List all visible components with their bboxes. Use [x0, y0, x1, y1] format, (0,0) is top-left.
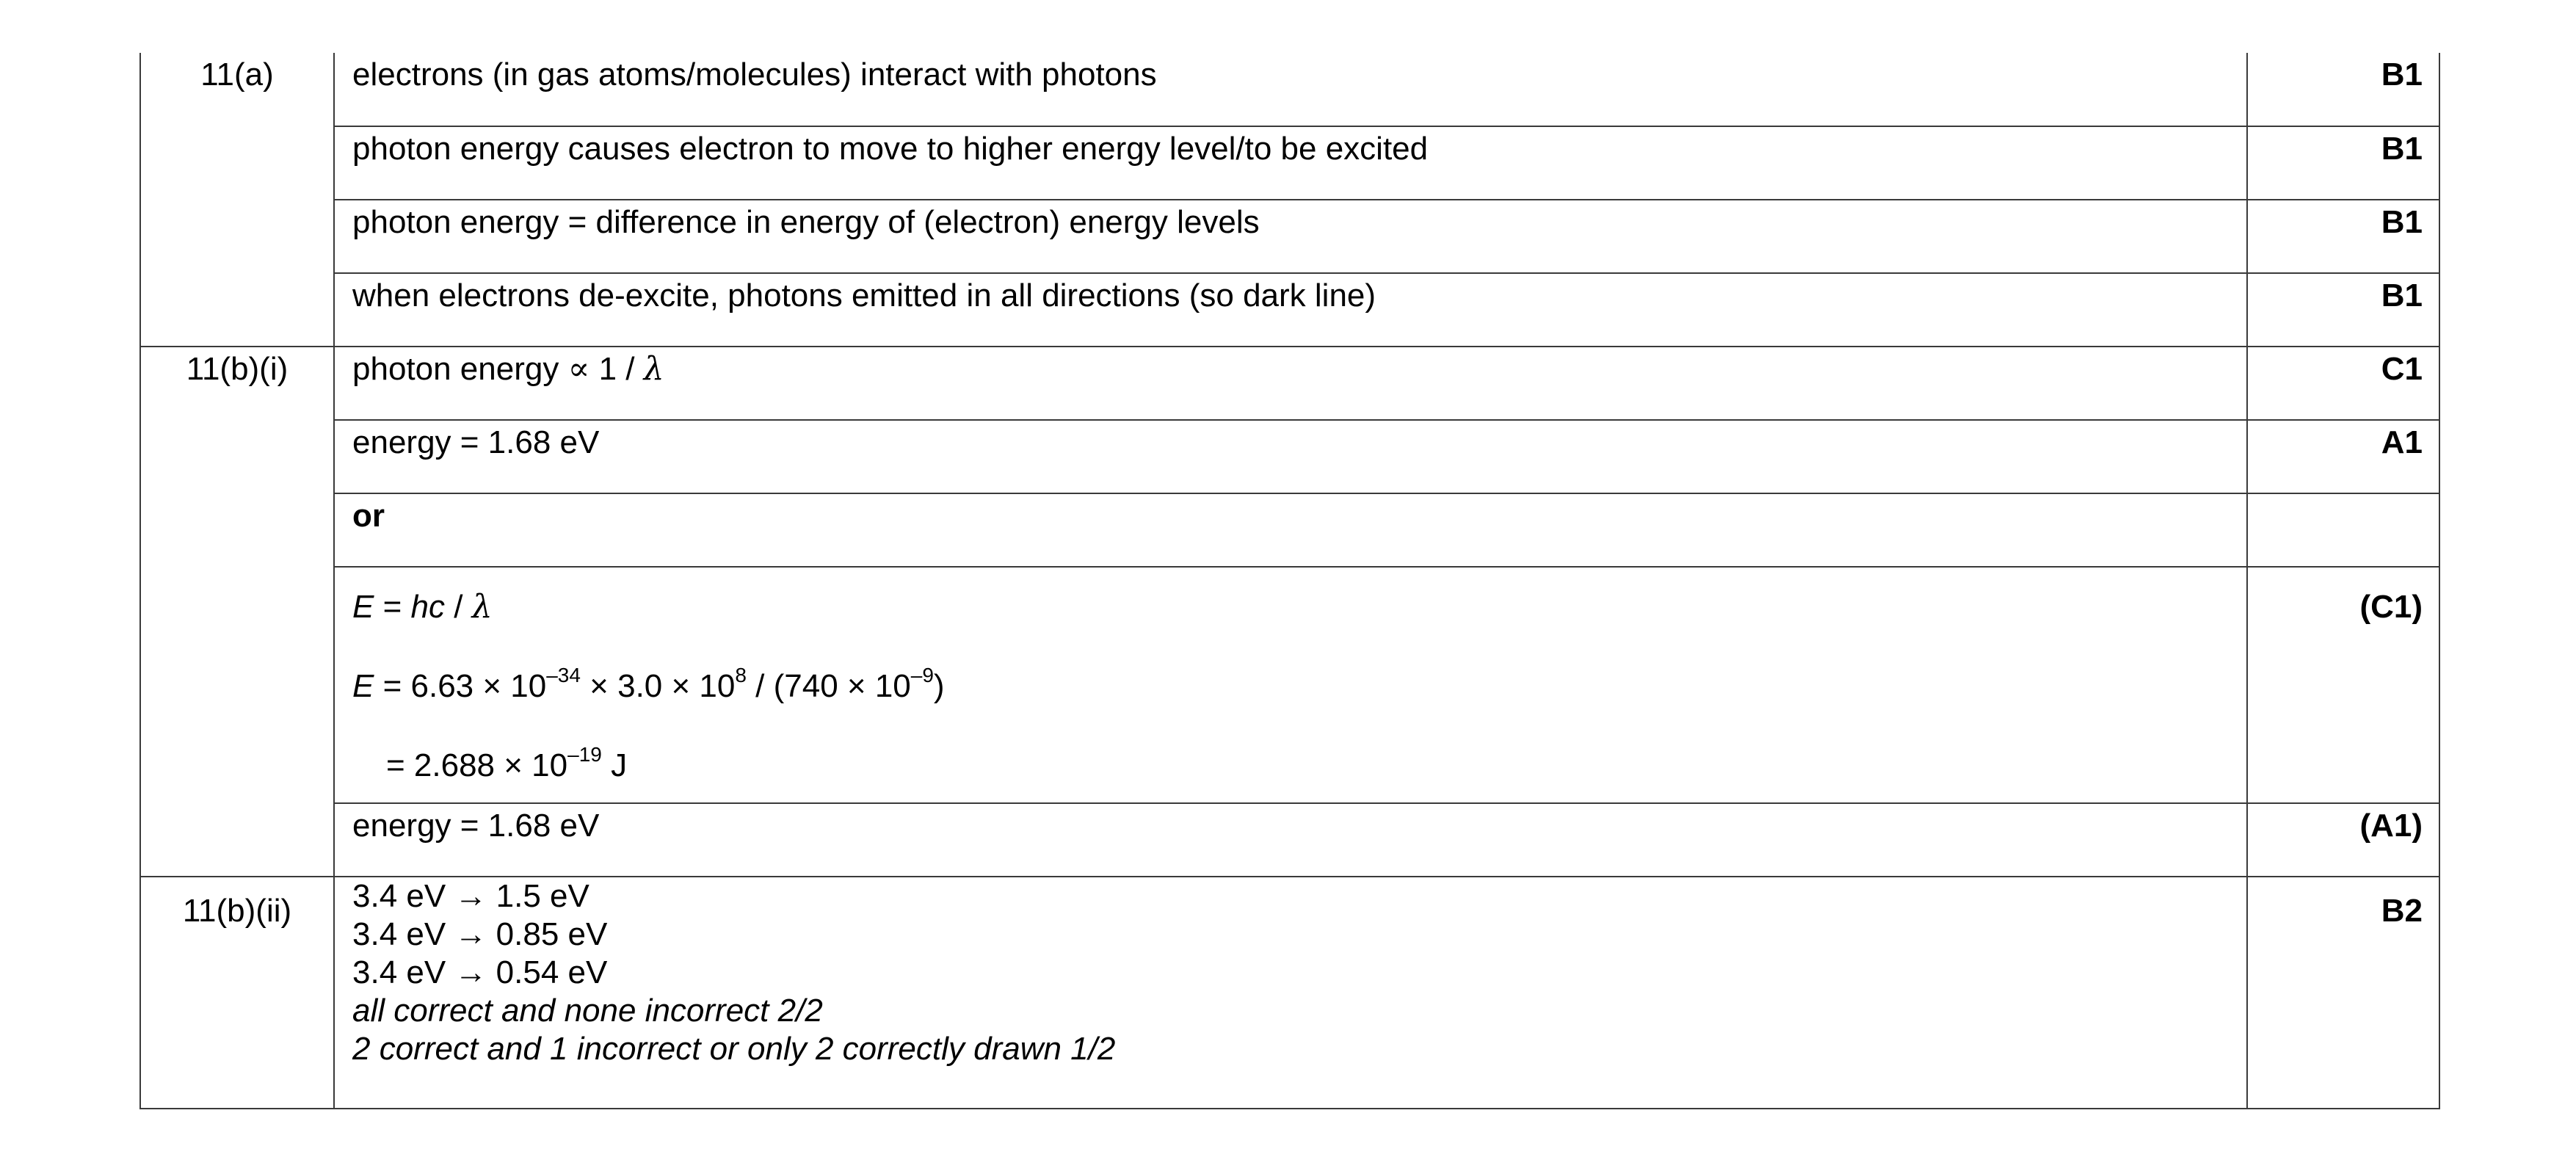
equation-text: =: [374, 589, 411, 625]
lambda-symbol: λ: [643, 350, 664, 388]
table-row: [140, 493, 2439, 567]
transitions-block: [334, 877, 2247, 1109]
mark-scheme-table: [139, 53, 2440, 1109]
calculation-block: [334, 567, 2247, 803]
symbol-hc: hc: [410, 589, 445, 625]
question-number-11bi: 11(b)(i): [140, 347, 334, 877]
answer-text: electrons (in gas atoms/molecules) interact with photons: [334, 53, 2247, 126]
table-row: [140, 877, 2439, 1109]
equation-text: / (740 × 10: [746, 668, 911, 704]
answer-text: energy = 1.68 eV: [334, 420, 2247, 493]
equation-line: [352, 664, 2246, 706]
table-row: [140, 200, 2439, 273]
equation-text: = 6.63 × 10: [374, 668, 547, 704]
equation-text: J: [601, 747, 628, 783]
mark-cell: B1: [2247, 273, 2439, 347]
mark-cell: (C1): [2247, 567, 2439, 803]
exponent: –34: [546, 664, 581, 687]
equation-text: × 3.0 × 10: [580, 668, 736, 704]
answer-text: photon energy = difference in energy of (electron) energy levels: [334, 200, 2247, 273]
lambda-symbol: λ: [471, 588, 493, 626]
table-row: [140, 567, 2439, 803]
exponent: 8: [735, 664, 747, 687]
mark-cell: B1: [2247, 53, 2439, 126]
answer-text: photon energy: [352, 351, 568, 387]
symbol-e: E: [352, 589, 374, 625]
equation-text: = 2.688 × 10: [386, 747, 568, 783]
table-row: [140, 273, 2439, 347]
answer-text: photon energy causes electron to move to higher energy level/to be excited: [334, 126, 2247, 200]
table-row: [140, 347, 2439, 420]
exponent: –9: [910, 664, 934, 687]
table-row: [140, 420, 2439, 493]
or-label: or: [334, 493, 2247, 567]
table-row: [140, 803, 2439, 877]
answer-text: energy = 1.68 eV: [334, 803, 2247, 877]
mark-cell: B2: [2247, 877, 2439, 1109]
equation-line: [352, 743, 2246, 785]
mark-cell: C1: [2247, 347, 2439, 420]
mark-scheme-sheet: [139, 53, 2439, 1109]
table-row: [140, 53, 2439, 126]
marking-note: 2 correct and 1 incorrect or only 2 correctly drawn 1/2: [352, 1031, 1116, 1067]
mark-cell-empty: [2247, 493, 2439, 567]
question-number-11a: 11(a): [140, 53, 334, 347]
equation-text: /: [445, 589, 472, 625]
transition-line: 3.4 eV → 0.54 eV: [352, 954, 608, 990]
equation-text: ): [933, 668, 945, 704]
symbol-e: E: [352, 668, 374, 704]
equation-line: [352, 588, 2246, 626]
mark-cell: B1: [2247, 200, 2439, 273]
table-row: [140, 126, 2439, 200]
transition-line: 3.4 eV → 1.5 eV: [352, 878, 589, 914]
answer-text: 1 /: [589, 351, 644, 387]
answer-proportional: [334, 347, 2247, 420]
exponent: –19: [567, 743, 602, 766]
marking-note: all correct and none incorrect 2/2: [352, 993, 823, 1029]
mark-cell: (A1): [2247, 803, 2439, 877]
transition-line: 3.4 eV → 0.85 eV: [352, 916, 608, 952]
question-number-11bii: 11(b)(ii): [140, 877, 334, 1109]
mark-cell: A1: [2247, 420, 2439, 493]
mark-cell: B1: [2247, 126, 2439, 200]
proportional-symbol: ∝: [567, 350, 590, 388]
answer-text: when electrons de-excite, photons emitted in all directions (so dark line): [334, 273, 2247, 347]
